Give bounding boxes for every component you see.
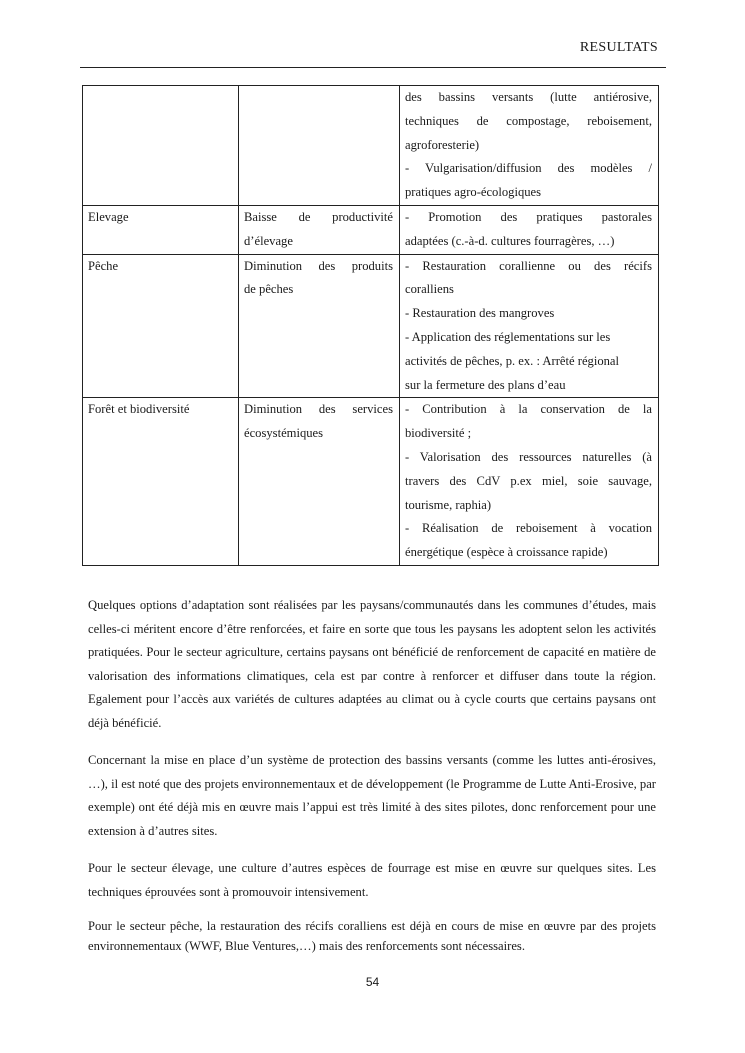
option-line: des bassins versants (lutte antiérosive, [405,90,652,104]
options-cell [400,254,659,398]
option-line: - Restauration corallienne ou des récifs [405,258,652,273]
sector-cell [83,86,239,206]
paragraph: Pour le secteur pêche, la restauration des récifs coralliens est déjà en cours de mise en œuvre par des projets environnementaux (WWF, Blue Ventures,…) mais des renforcements sont nécessaires. [88,919,656,953]
option-line: pratiques agro-écologiques [405,185,542,200]
option-line: agroforesterie) [405,137,480,152]
adaptation-options-table [82,85,659,566]
option-line: travers des CdV p.ex miel, soie sauvage, [405,473,652,488]
option-line: coralliens [405,282,454,297]
option-line: énergétique (espèce à croissance rapide) [405,545,608,560]
sector-cell: Forêt et biodiversité [83,398,239,566]
sector-cell: Pêche [83,254,239,398]
impact-line: Diminution des services [244,402,393,417]
option-line: - Valorisation des ressources naturelles (à [405,449,652,464]
option-line: - Vulgarisation/diffusion des modèles / [405,161,652,176]
table-row [83,86,659,206]
impact-line: Diminution des produits [244,258,393,273]
impact-line: Baisse de productivité [244,209,393,224]
paragraph: Pour le secteur élevage, une culture d’autres espèces de fourrage est mise en œuvre sur quelques sites. Les techniques éprouvées sont à promouvoir intensivement. [88,861,656,899]
paragraph: Quelques options d’adaptation sont réalisées par les paysans/communautés dans les communes d’études, mais celles-ci méritent encore d’être renforcées, et faire en sorte que tous les paysans les adoptent selon les activités pratiquées. Pour le secteur agriculture, certains paysans ont bénéficié de renforcement de capacité en matière de valorisation des informations climatiques, cela est par contre à renforcer et diffuser dans toute la région. Egalement pour l’accès aux variétés de cultures adaptées au climat ou à cycle courts que certains paysans ont déjà bénéficié. [88,598,656,730]
option-line: - Application des réglementations sur les [405,329,611,344]
page-header-title: RESULTATS [579,40,658,55]
option-line: tourisme, raphia) [405,497,492,512]
table-row [83,205,659,254]
option-line: activités de pêches, p. ex. : Arrêté régional [405,353,620,368]
option-line: sur la fermeture des plans d’eau [405,377,566,392]
impact-cell [239,254,400,398]
impact-line: écosystémiques [244,426,324,441]
table-row [83,398,659,566]
option-line: - Contribution à la conservation de la [405,402,652,417]
option-line: - Promotion des pratiques pastorales [405,209,652,224]
options-cell [400,398,659,566]
option-line: - Restauration des mangroves [405,306,555,321]
page-number: 54 [365,975,380,989]
impact-line: de pêches [244,282,294,297]
table-row [83,254,659,398]
option-line: techniques de compostage, reboisement, [405,113,652,128]
option-line: biodiversité ; [405,426,472,441]
options-cell [400,86,659,206]
sector-cell: Elevage [83,205,239,254]
header-divider [80,67,666,68]
impact-cell [239,205,400,254]
option-line: adaptées (c.-à-d. cultures fourragères, …) [405,233,615,248]
option-line: - Réalisation de reboisement à vocation [405,521,652,536]
paragraph: Concernant la mise en place d’un système de protection des bassins versants (comme les luttes anti-érosives, …), il est noté que des projets environnementaux et de développement (le Programme de Lutte Anti-Erosive, par exemple) ont été déjà mis en œuvre mais l’appui est très limité à des sites pilotes, donc renforcement pour une extension à d’autres sites. [88,753,656,838]
options-cell [400,205,659,254]
impact-line: d’élevage [244,233,293,248]
impact-cell [239,86,400,206]
impact-cell [239,398,400,566]
